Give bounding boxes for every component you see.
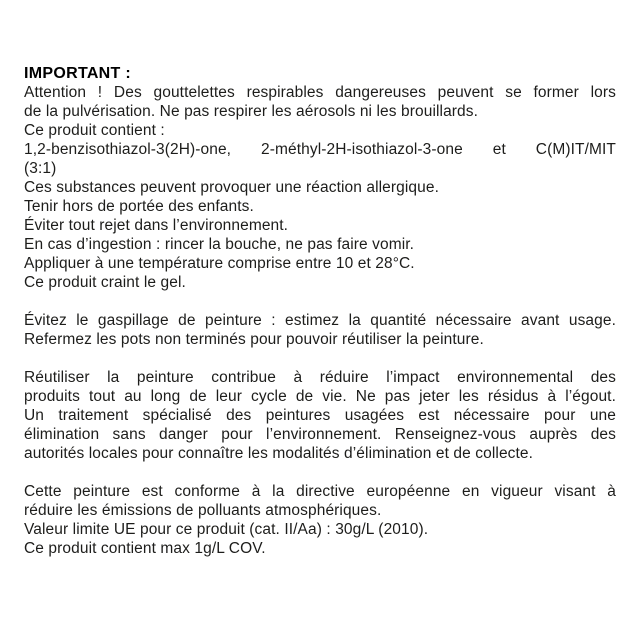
warning-droplets-line-2: de la pulvérisation. Ne pas respirer les aérosols ni les brouillards. [24, 103, 479, 120]
directive-line-2: réduire les émissions de polluants atmosphériques. [24, 502, 382, 519]
voc-content-line: Ce produit contient max 1g/L COV. [24, 540, 266, 557]
reuse-paint-line-4: élimination sans danger pour l’environnement. Renseignez-vous auprès des [24, 426, 616, 443]
paragraph-spacer [24, 463, 616, 482]
reuse-paint-line-5: autorités locales pour connaître les modalités d’élimination et de collecte. [24, 445, 534, 462]
reuse-paint-line-3: Un traitement spécialisé des peintures usagées est nécessaire pour une [24, 407, 616, 424]
reuse-paint-line-1: Réutiliser la peinture contribue à réduire l’impact environnemental des [24, 369, 616, 386]
reuse-paint-line-2: produits tout au long de leur cycle de vie. Ne pas jeter les résidus à l’égout. [24, 388, 616, 405]
substances-line-1: 1,2-benzisothiazol-3(2H)-one, 2-méthyl-2H-isothiazol-3-one et C(M)IT/MIT [24, 141, 616, 158]
paragraph-spacer [24, 292, 616, 311]
warning-droplets-line-1: Attention ! Des gouttelettes respirables dangereuses peuvent se former lors [24, 84, 616, 101]
allergic-reaction-line: Ces substances peuvent provoquer une réaction allergique. [24, 179, 439, 196]
ingestion-line: En cas d’ingestion : rincer la bouche, ne pas faire vomir. [24, 236, 415, 253]
avoid-waste-line-1: Évitez le gaspillage de peinture : estimez la quantité nécessaire avant usage. [24, 312, 616, 329]
voc-limit-line: Valeur limite UE pour ce produit (cat. II/Aa) : 30g/L (2010). [24, 521, 429, 538]
substances-line-2: (3:1) [24, 160, 57, 177]
temperature-line: Appliquer à une température comprise entre 10 et 28°C. [24, 255, 415, 272]
safety-instructions-text [24, 64, 616, 558]
important-heading: IMPORTANT : [24, 65, 131, 82]
paragraph-spacer [24, 349, 616, 368]
contains-intro-line: Ce produit contient : [24, 122, 165, 139]
directive-line-1: Cette peinture est conforme à la directive européenne en vigueur visant à [24, 483, 616, 500]
avoid-waste-line-2: Refermez les pots non terminés pour pouvoir réutiliser la peinture. [24, 331, 484, 348]
avoid-release-line: Éviter tout rejet dans l’environnement. [24, 217, 289, 234]
keep-from-children-line: Tenir hors de portée des enfants. [24, 198, 254, 215]
frost-warning-line: Ce produit craint le gel. [24, 274, 186, 291]
